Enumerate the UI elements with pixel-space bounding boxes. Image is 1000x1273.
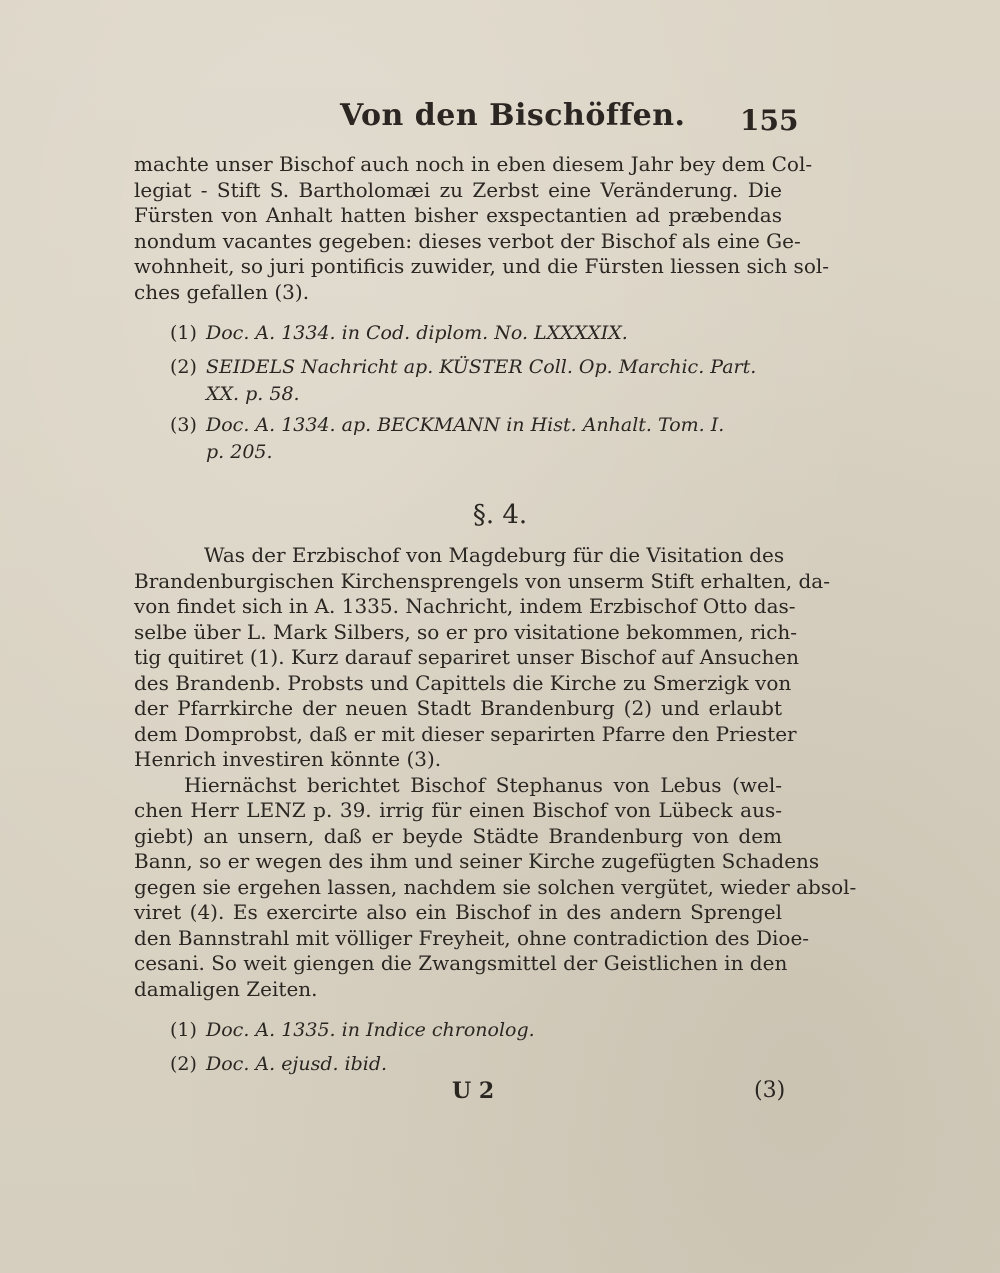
text-line: gegen sie ergehen lassen, nachdem sie solchen vergütet, wieder absol-: [134, 874, 857, 899]
footnote-mark: (1): [170, 322, 197, 344]
text-line: chen Herr LENZ p. 39. irrig für einen Bischof von Lübeck aus-: [134, 798, 782, 822]
signature-mark: U 2: [452, 1078, 495, 1104]
footnote-text: Doc. A. ejusd. ibid.: [206, 1053, 388, 1075]
text-line: Hiernächst berichtet Bischof Stephanus von Lebus (wel-: [184, 772, 782, 797]
footnote-mark: (2): [170, 1053, 197, 1075]
text-line: dem Domprobst, daß er mit dieser separirten Pfarre den Priester: [134, 721, 797, 746]
text-line: Brandenburgischen Kirchensprengels von unserm Stift erhalten, da-: [134, 568, 830, 593]
footnote-continuation: p. 205.: [206, 441, 273, 463]
paragraph-section-4: [134, 543, 857, 1002]
text-line: Henrich investiren könnte (3).: [134, 747, 442, 771]
text-line: legiat - Stift S. Bartholomæi zu Zerbst eine Veränderung. Die: [134, 177, 782, 202]
footnote: [170, 1049, 782, 1079]
text-line: selbe über L. Mark Silbers, so er pro visitatione bekommen, rich-: [134, 619, 798, 644]
text-line: von findet sich in A. 1335. Nachricht, indem Erzbischof Otto das-: [134, 594, 796, 618]
text-line: viret (4). Es exercirte also ein Bischof in des andern Sprengel: [134, 900, 782, 924]
footnotes-lower: [170, 1015, 782, 1079]
footnote-text: Doc. A. 1335. in Indice chronolog.: [206, 1019, 535, 1041]
text-line: wohnheit, so juri pontificis zuwider, und die Fürsten liessen sich sol-: [134, 254, 830, 278]
text-line: damaligen Zeiten.: [134, 976, 318, 1001]
page-number: 155: [740, 104, 799, 137]
footnote-mark: (3): [170, 414, 197, 436]
footnote: [170, 352, 782, 406]
footnotes-upper: [170, 318, 782, 464]
footnote-text: Doc. A. 1334. in Cod. diplom. No. LXXXXIX.: [206, 322, 628, 344]
footnote-text: SEIDELS Nachricht ap. KÜSTER Coll. Op. Marchic. Part.: [206, 356, 757, 378]
text-line: Was der Erzbischof von Magdeburg für die Visitation des: [204, 543, 785, 567]
text-line: ches gefallen (3).: [134, 279, 310, 304]
running-head: Von den Bischöffen.: [340, 98, 686, 133]
text-line: des Brandenb. Probsts und Capittels die Kirche zu Smerzigk von: [134, 670, 792, 695]
footnote-mark: (1): [170, 1019, 197, 1041]
text-line: tig quitiret (1). Kurz darauf separiret unser Bischof auf Ansuchen: [134, 645, 800, 669]
footnote: [170, 1015, 782, 1045]
footnote-continuation: XX. p. 58.: [206, 383, 300, 405]
text-line: cesani. So weit giengen die Zwangsmittel der Geistlichen in den: [134, 951, 788, 975]
footnote-mark: (2): [170, 356, 197, 378]
text-line: der Pfarrkirche der neuen Stadt Brandenburg (2) und erlaubt: [134, 696, 782, 720]
section-heading: §. 4.: [472, 500, 528, 530]
text-line: Fürsten von Anhalt hatten bisher exspectantien ad præbendas: [134, 203, 782, 227]
catchword: (3): [754, 1078, 786, 1103]
text-line: den Bannstrahl mit völliger Freyheit, ohne contradiction des Dioe-: [134, 925, 810, 950]
text-line: Bann, so er wegen des ihm und seiner Kirche zugefügten Schadens: [134, 849, 820, 873]
text-line: machte unser Bischof auch noch in eben diesem Jahr bey dem Col-: [134, 152, 813, 176]
paragraph-continuation: [134, 152, 830, 305]
page-header: [0, 90, 1000, 140]
footnote: [170, 410, 782, 464]
footnote-text: Doc. A. 1334. ap. BECKMANN in Hist. Anhalt. Tom. I.: [206, 414, 725, 436]
text-line: giebt) an unsern, daß er beyde Städte Brandenburg von dem: [134, 823, 782, 848]
footnote: [170, 318, 782, 348]
text-line: nondum vacantes gegeben: dieses verbot der Bischof als eine Ge-: [134, 228, 801, 253]
